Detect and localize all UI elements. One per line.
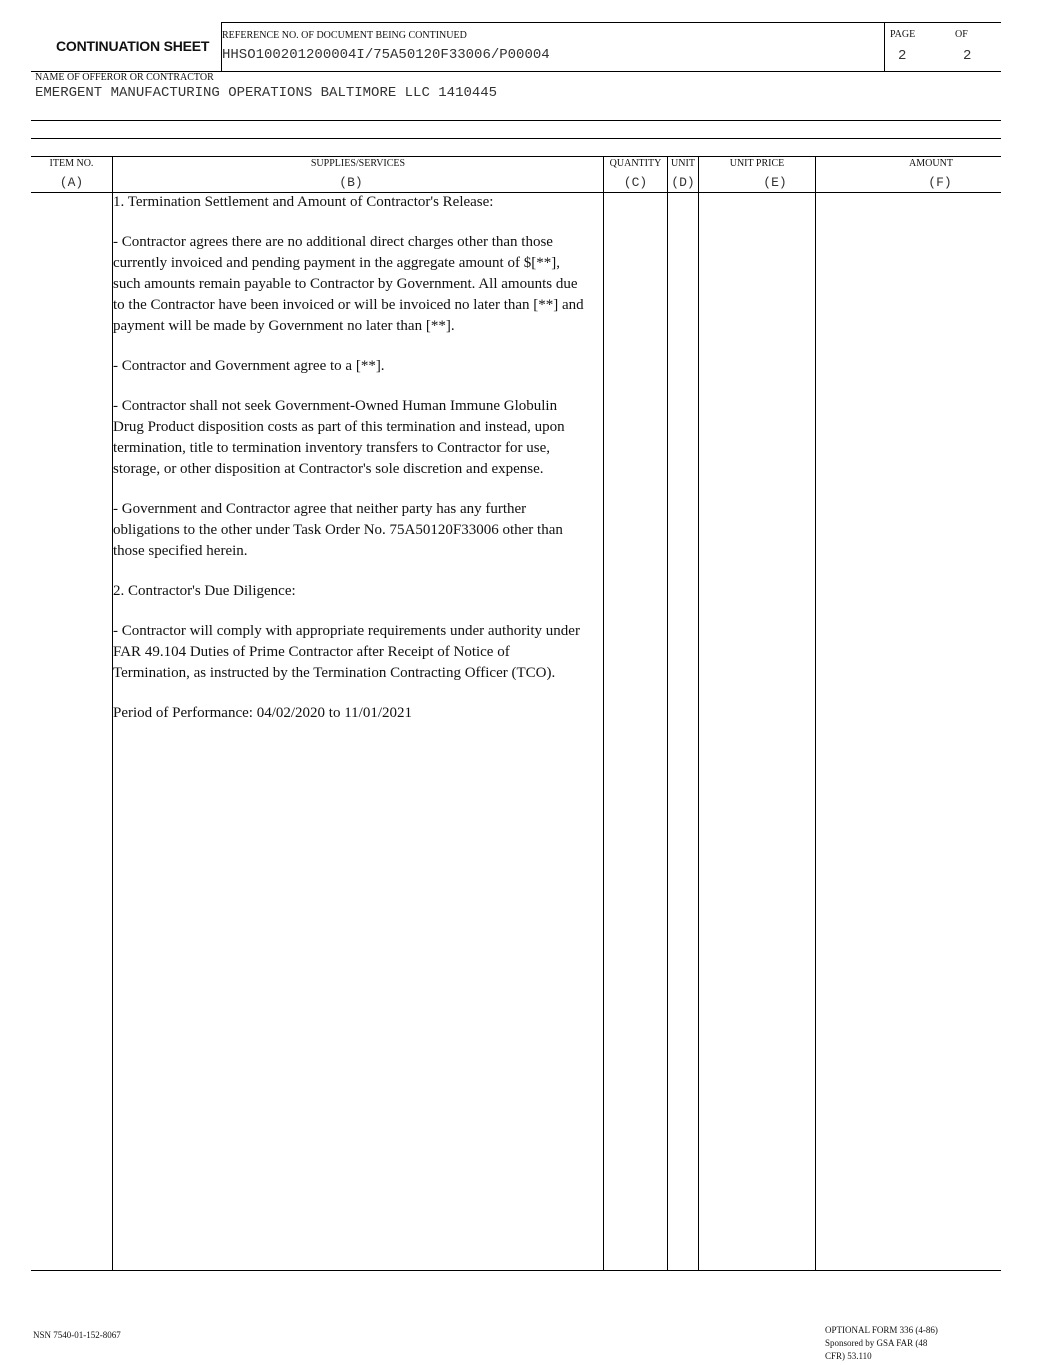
page-label: PAGE bbox=[890, 29, 916, 40]
compliance-paragraph: - Contractor will comply with appropriate requirements under authority under FAR 49.104 Duties of Prime Contractor after Receipt of Notice of Termination, as instructed by the Termination Contracting Officer (TCO). bbox=[113, 623, 580, 681]
reference-number: HHSO100201200004I/75A50120F33006/P00004 bbox=[222, 47, 550, 63]
form-cfr: CFR) 53.110 bbox=[825, 1351, 872, 1361]
period-of-performance: Period of Performance: 04/02/2020 to 11/01/2021 bbox=[113, 705, 412, 721]
obligations-paragraph: - Government and Contractor agree that neither party has any further obligations to the other under Task Order No. 75A50120F33006 other than those specified herein. bbox=[113, 501, 563, 559]
col-code-e: (E) bbox=[763, 175, 787, 190]
due-diligence-heading: 2. Contractor's Due Diligence: bbox=[113, 583, 296, 599]
col-code-a: (A) bbox=[59, 175, 84, 190]
table-top-rule bbox=[31, 156, 1001, 157]
col-header-amount: AMOUNT bbox=[909, 158, 953, 169]
offeror-rule-1 bbox=[31, 120, 1001, 121]
of-label: OF bbox=[955, 29, 968, 40]
col-header-unit: UNIT bbox=[671, 158, 695, 169]
form-number: OPTIONAL FORM 336 (4-86) bbox=[825, 1325, 938, 1335]
nsn-number: NSN 7540-01-152-8067 bbox=[33, 1330, 121, 1340]
col-divider-d bbox=[698, 156, 699, 1271]
supplies-services-body bbox=[113, 192, 605, 724]
col-header-quantity: QUANTITY bbox=[609, 158, 662, 169]
termination-settlement-heading: 1. Termination Settlement and Amount of Contractor's Release: bbox=[113, 194, 494, 210]
col-header-supplies: SUPPLIES/SERVICES bbox=[310, 158, 406, 169]
form-sponsor: Sponsored by GSA FAR (48 bbox=[825, 1338, 928, 1348]
page-total: 2 bbox=[963, 48, 972, 64]
offeror-rule-2 bbox=[31, 138, 1001, 139]
form-info bbox=[825, 1324, 938, 1363]
header-divider-right bbox=[884, 22, 885, 72]
col-header-unit-price: UNIT PRICE bbox=[729, 158, 785, 169]
col-divider-e bbox=[815, 156, 816, 1271]
reference-label: REFERENCE NO. OF DOCUMENT BEING CONTINUED bbox=[222, 30, 467, 41]
col-divider-c bbox=[667, 156, 668, 1271]
col-header-item-no: ITEM NO. bbox=[49, 158, 94, 169]
col-code-b: (B) bbox=[339, 175, 363, 190]
col-code-f: (F) bbox=[928, 175, 952, 190]
agreement-paragraph: - Contractor and Government agree to a [**]. bbox=[113, 358, 385, 374]
col-code-d: (D) bbox=[671, 175, 695, 190]
disposition-paragraph: - Contractor shall not seek Government-Owned Human Immune Globulin Drug Product disposition costs as part of this termination and instead, upon termination, title to termination inventory transfers to Contractor for use, storage, or other disposition at Contractor's sole discretion and expense. bbox=[113, 398, 565, 477]
offeror-label: NAME OF OFFEROR OR CONTRACTOR bbox=[35, 72, 214, 83]
col-code-c: (C) bbox=[623, 175, 648, 190]
table-bottom-rule bbox=[31, 1270, 1001, 1271]
direct-charges-paragraph: - Contractor agrees there are no additional direct charges other than those currently invoiced and pending payment in the aggregate amount of $[**], such amounts remain payable to Contractor by Government. All amounts due to the Contractor have been invoiced or will be invoiced no later than [**] and payment will be made by Government no later than [**]. bbox=[113, 234, 584, 334]
sheet-title: CONTINUATION SHEET bbox=[56, 38, 210, 54]
page-number: 2 bbox=[898, 48, 907, 64]
offeror-name: EMERGENT MANUFACTURING OPERATIONS BALTIMORE LLC 1410445 bbox=[35, 85, 498, 101]
